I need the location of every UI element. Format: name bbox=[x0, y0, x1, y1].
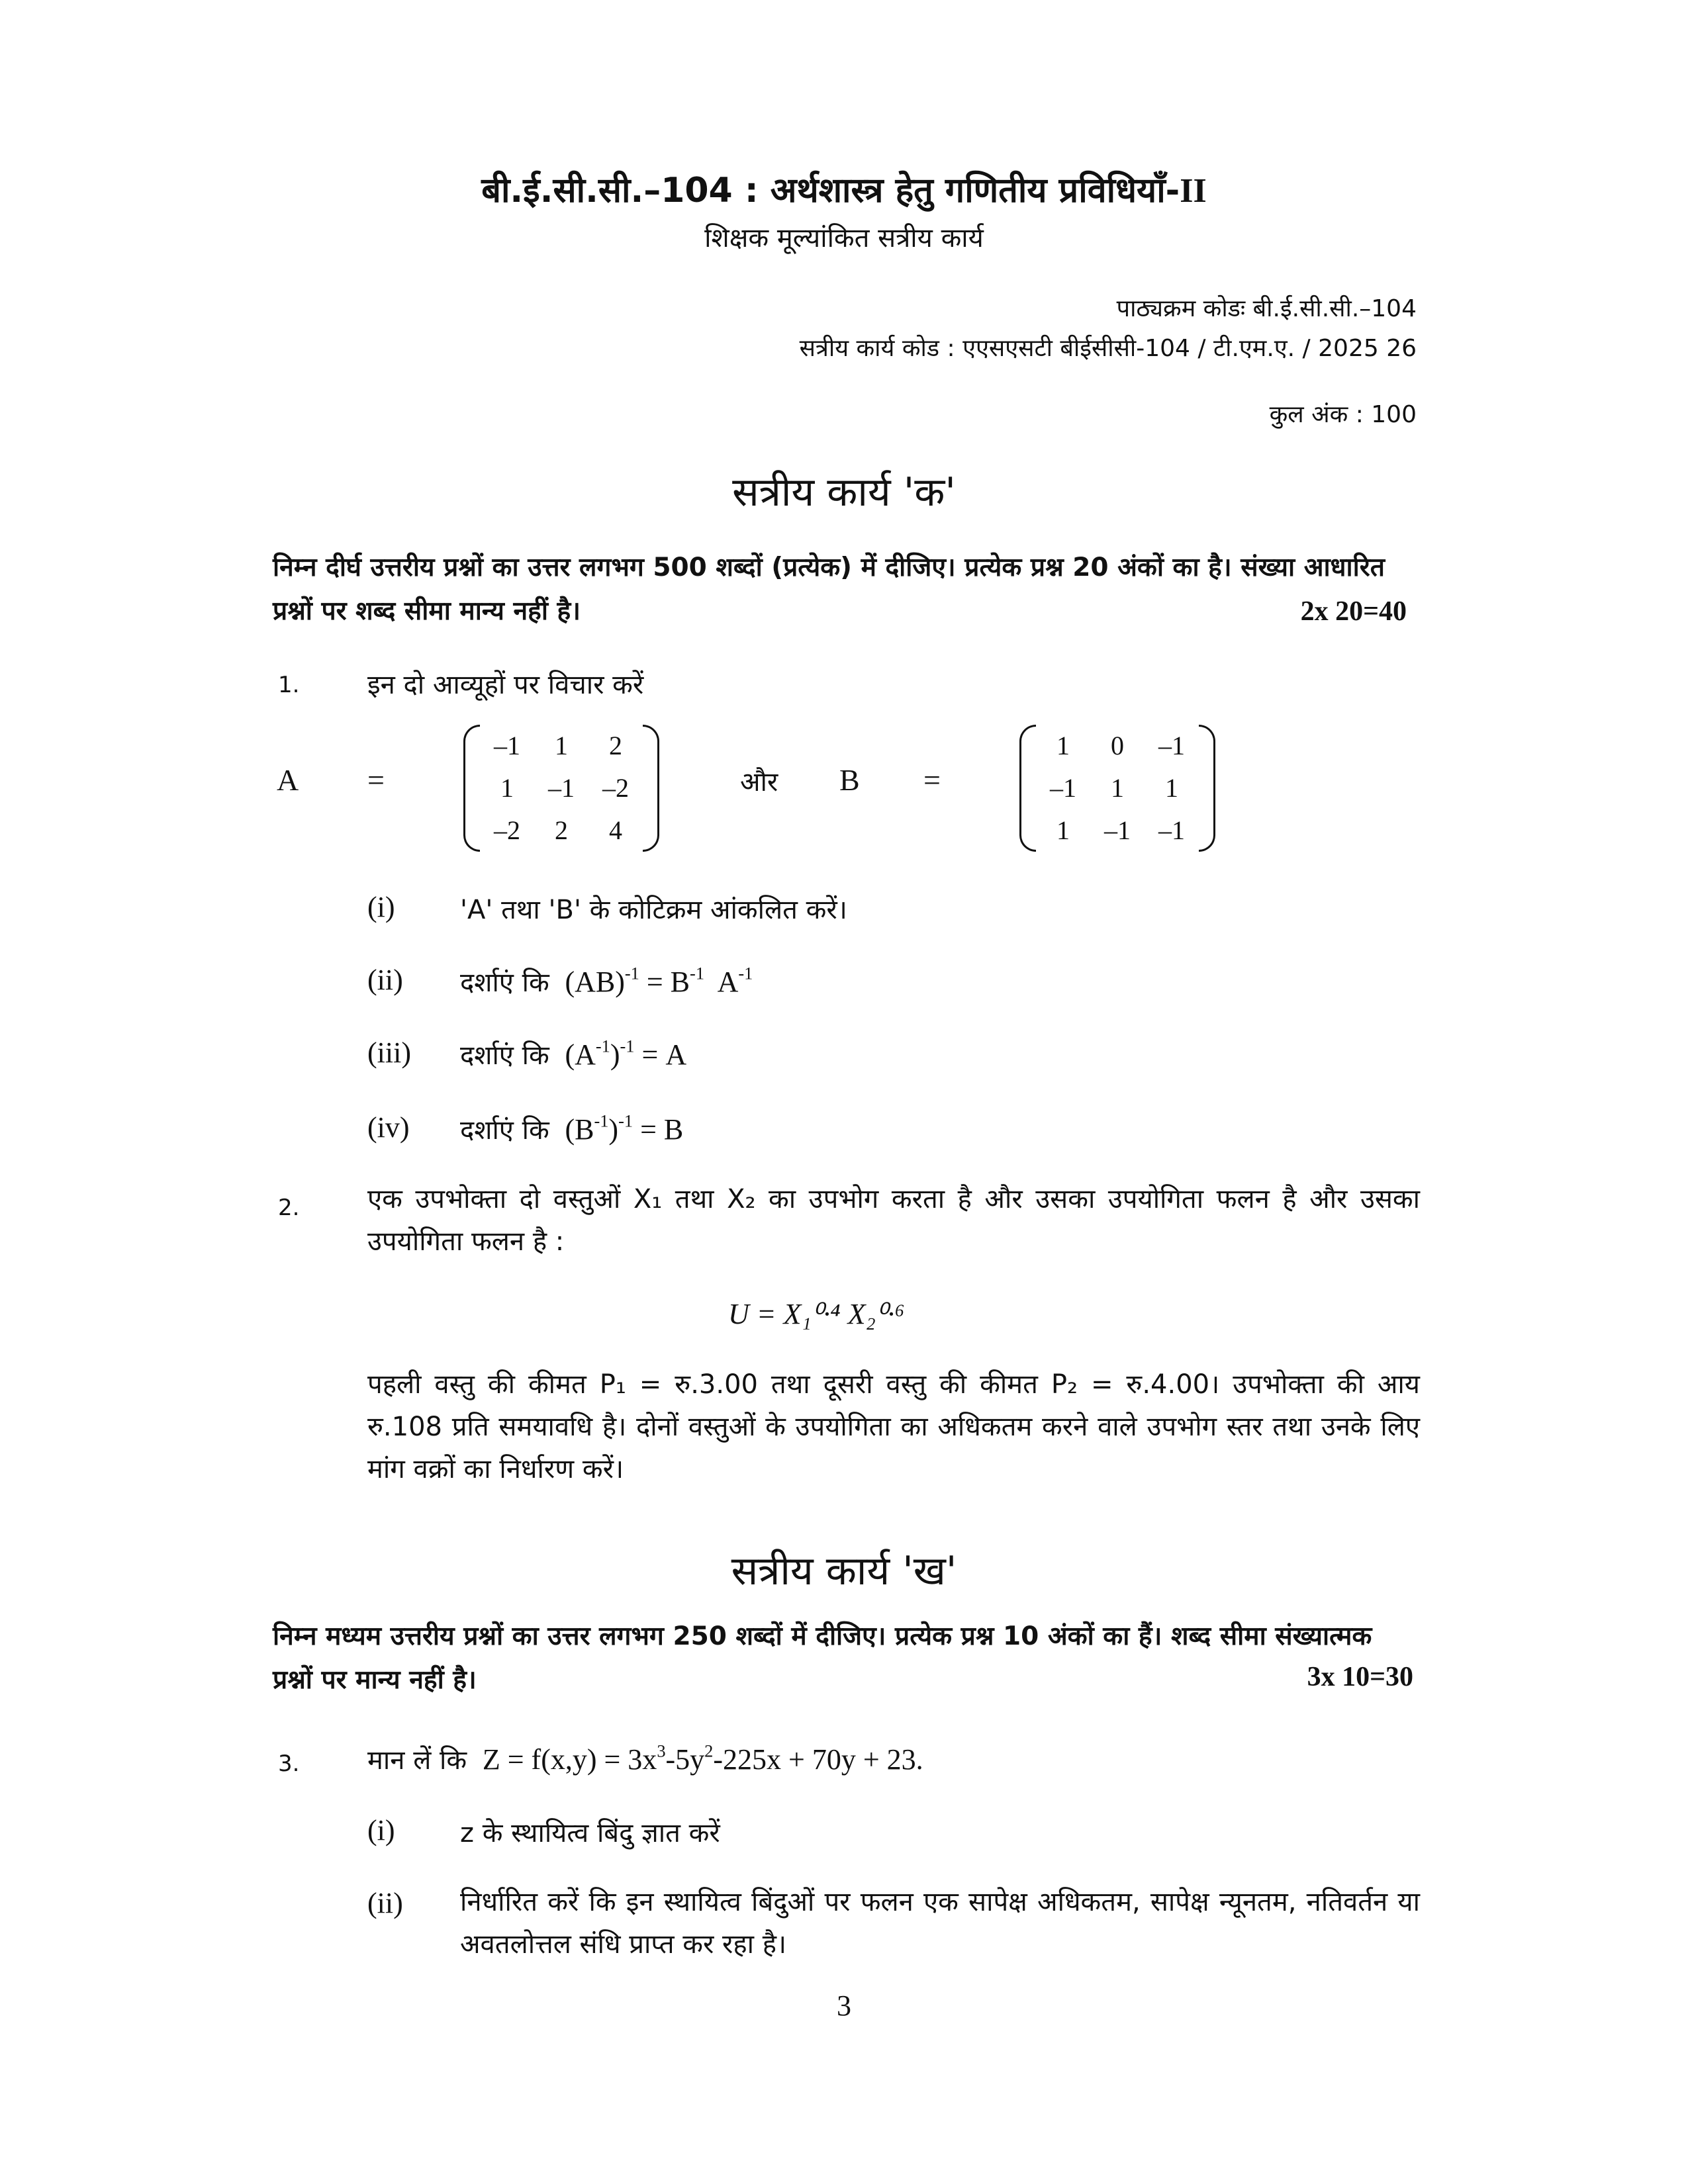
matrix-cell: –1 bbox=[1158, 731, 1185, 760]
matrix-cell: 1 bbox=[1111, 773, 1124, 803]
matrix-cell: 1 bbox=[1056, 731, 1070, 760]
assignment-code: सत्रीय कार्य कोड : एएसएसटी बीईसीसी-104 / टी.एम.ए. / 2025 26 bbox=[799, 335, 1417, 362]
document-subtitle: शिक्षक मूल्यांकित सत्रीय कार्य bbox=[704, 223, 984, 253]
matrix-cell: 2 bbox=[555, 815, 568, 845]
part-number: (ii) bbox=[367, 1887, 403, 1919]
matrix-b-label: B bbox=[839, 763, 860, 797]
utility-formula: U = X₁⁰·⁴ X₂⁰·⁶ bbox=[728, 1298, 905, 1330]
section-a-instructions: निम्न दीर्घ उत्तरीय प्रश्नों का उत्तर लगभग 500 शब्दों (प्रत्येक) में दीजिए। प्रत्येक प्रश्न 20 अंकों का है। संख्या आधारित प्रश्नों पर शब्द सीमा मान्य नहीं है। bbox=[273, 553, 1385, 626]
matrix-cell: 4 bbox=[609, 815, 622, 845]
matrix-cell: 1 bbox=[555, 731, 568, 760]
matrix-cell: –1 bbox=[1158, 815, 1185, 845]
matrix-cell: 1 bbox=[1056, 815, 1070, 845]
matrix-cell: –1 bbox=[548, 773, 575, 803]
question-number: 2. bbox=[278, 1195, 300, 1221]
left-paren bbox=[463, 725, 480, 852]
left-paren bbox=[1019, 725, 1036, 852]
matrix-b bbox=[1019, 725, 1215, 852]
part-number: (ii) bbox=[367, 964, 403, 996]
right-paren bbox=[643, 725, 659, 852]
equals-sign: = bbox=[367, 763, 385, 797]
question-text: मान लें कि $Z = f(x,y) = 3x^3-5y^2-225x + 70y + 23$. bbox=[367, 1741, 923, 1776]
question-text: एक उपभोक्ता दो वस्तुओं X₁ तथा X₂ का उपभोग करता है और उसका उपयोगिता फलन है और उसका उपयोगिता फलन है : bbox=[367, 1184, 1420, 1257]
document-title: बी.ई.सी.सी.–104 : अर्थशास्त्र हेतु गणितीय प्रविधियाँ-II bbox=[481, 171, 1207, 210]
question-number: 1. bbox=[278, 672, 300, 698]
total-marks: कुल अंक : 100 bbox=[1269, 401, 1417, 428]
part-number: (iii) bbox=[367, 1036, 411, 1069]
part-text: दर्शाएं कि $(AB)^{-1} = B^{-1}$ $A^{-1}$ bbox=[460, 963, 753, 998]
matrix-cell: 1 bbox=[1165, 773, 1178, 803]
matrix-cell: 1 bbox=[500, 773, 514, 803]
part-text: 'A' तथा 'B' के कोटिक्रम आंकलित करें। bbox=[460, 895, 847, 925]
part-text: निर्धारित करें कि इन स्थायित्व बिंदुओं पर फलन एक सापेक्ष अधिकतम, सापेक्ष न्यूनतम, नतिवर्तन या अवतलोत्तल संधि प्राप्त कर रहा है। bbox=[460, 1887, 1420, 1960]
matrix-cell: 0 bbox=[1111, 731, 1124, 760]
equals-sign: = bbox=[923, 763, 941, 797]
matrix-cell: –1 bbox=[494, 731, 520, 760]
part-text: दर्शाएं कि $(A^{-1})^{-1} = A$ bbox=[460, 1036, 687, 1071]
part-number: (i) bbox=[367, 891, 395, 923]
part-text: z के स्थायित्व बिंदु ज्ञात करें bbox=[460, 1818, 720, 1848]
section-b-heading: सत्रीय कार्य 'ख' bbox=[731, 1548, 957, 1594]
matrix-cell: –1 bbox=[1104, 815, 1131, 845]
conjunction-text: और bbox=[740, 767, 778, 797]
part-text: दर्शाएं कि $(B^{-1})^{-1} = B$ bbox=[460, 1111, 684, 1146]
page-number: 3 bbox=[837, 1989, 851, 2022]
matrix-cell: –1 bbox=[1050, 773, 1076, 803]
question-text: इन दो आव्यूहों पर विचार करें bbox=[367, 670, 644, 700]
course-code: पाठ्यक्रम कोडः बी.ई.सी.सी.–104 bbox=[1116, 295, 1417, 322]
matrix-a-label: A bbox=[277, 763, 299, 797]
matrix-cell: –2 bbox=[494, 815, 520, 845]
question-number: 3. bbox=[278, 1751, 300, 1777]
part-number: (iv) bbox=[367, 1111, 410, 1144]
section-b-instructions: निम्न मध्यम उत्तरीय प्रश्नों का उत्तर लगभग 250 शब्दों में दीजिए। प्रत्येक प्रश्न 10 अंकों का हैं। शब्द सीमा संख्यात्मक प्रश्नों पर मान्य नहीं है। bbox=[273, 1621, 1372, 1695]
matrix-cell: 2 bbox=[609, 731, 622, 760]
matrix-a bbox=[463, 725, 659, 852]
section-a-heading: सत्रीय कार्य 'क' bbox=[732, 469, 956, 516]
part-number: (i) bbox=[367, 1814, 395, 1846]
matrix-cell: –2 bbox=[602, 773, 629, 803]
section-b-marks: 3x 10=30 bbox=[1307, 1662, 1413, 1692]
question-body: पहली वस्तु की कीमत P₁ = रु.3.00 तथा दूसरी वस्तु की कीमत P₂ = रु.4.00। उपभोक्ता की आय रु.108 प्रति समयावधि है। दोनों वस्तुओं के उपयोगिता का अधिकतम करने वाले उपभोग स्तर तथा उनके लिए मांग वक्रों का निर्धारण करें। bbox=[367, 1369, 1420, 1484]
right-paren bbox=[1199, 725, 1215, 852]
section-a-marks: 2x 20=40 bbox=[1300, 596, 1407, 627]
